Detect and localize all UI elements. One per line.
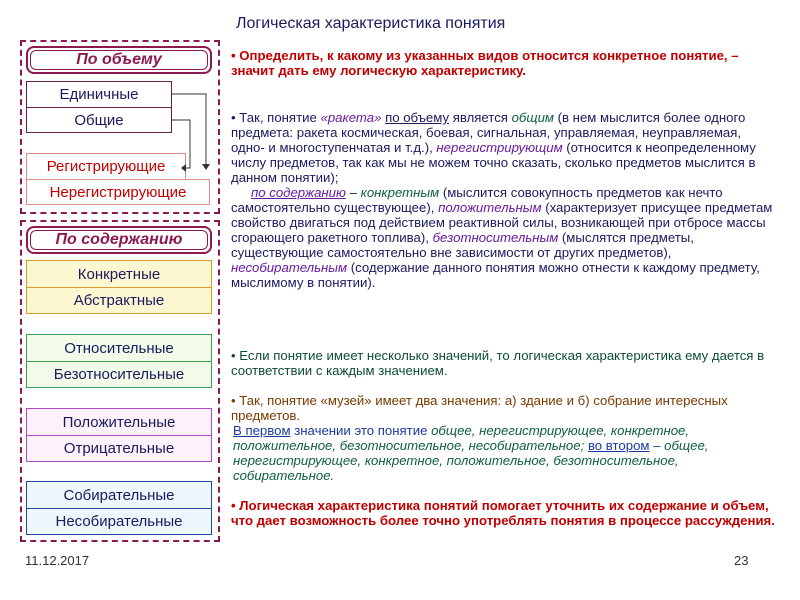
p5-second: во втором [587, 438, 650, 453]
register-item-registering: Регистрирующие [26, 153, 186, 179]
p2-nonrel: безотносительным [432, 230, 559, 245]
content-item-concrete: Конкретные [26, 260, 212, 287]
p5-first: В первом [233, 423, 291, 438]
p2-rocket: «ракета» [320, 110, 382, 125]
content-item-positive: Положительные [26, 408, 212, 435]
paragraph-definition-text: Определить, к какому из указанных видов относится конкретное понятие, – значит дать ему логическую характеристику. [231, 48, 739, 78]
p2-j: (содержание данного понятия можно отнести к каждому предмету, мыслимому в понятии). [231, 260, 760, 290]
p6-text: Логическая характеристика понятий помогает уточнить их содержание и объем, что дает возможность более точно употреблять понятия в процессе рассуждения. [231, 498, 775, 528]
footer-date: 11.12.2017 [25, 553, 90, 568]
content-item-negative: Отрицательные [26, 435, 212, 462]
content-item-abstract: Абстрактные [26, 287, 212, 314]
p2-noncoll: несобирательным [231, 260, 348, 275]
content-header-label: По содержанию [55, 231, 183, 248]
paragraph-multiple-meanings: • Если понятие имеет несколько значений, то логическая характеристика ему дается в соответствии с каждым значением. [231, 348, 765, 378]
paragraph-conclusion: • Логическая характеристика понятий помогает уточнить их содержание и объем, что дает возможность более точно употреблять понятия в процессе рассуждения. [231, 498, 775, 528]
p5-dash: – [649, 438, 665, 453]
paragraph-museum-meanings [233, 423, 778, 483]
footer-page-number: 23 [734, 553, 749, 568]
volume-header-label: По объему [76, 51, 162, 68]
p2-a: Так, понятие [239, 110, 321, 125]
p2-h: (характеризует присущее предметам свойство двигаться под действием реактивной силы, возникающей при отбросе массы сгорающего ракетного топлива), [231, 200, 773, 245]
paragraph-rocket: • Так, понятие «ракета» по объему является общим (в нем мыслится более одного предмета: ракета космическая, боевая, сигнальная, управляемая, неуправляемая, одно- и многоступенчатая и т.д.), нерегистрирующим (относится к неопределенному числу предметов, так как мы не можем точно сказать, сколько предметов мыслится в данном понятии); по содержанию – конкретным (мыслится совокупность предметов как нечто самостоятельно существующее), положительным (характеризует присущее предметам свойство двигаться под действием реактивной силы, возникающей при отбросе массы сгорающего ракетного топлива), безотносительным (мыслятся предметы, существующие самостоятельно вне зависимости от других предметов), несобирательным (содержание данного понятия можно отнести к каждому предмету, мыслимому в понятии). [231, 110, 773, 290]
p2-f: – [345, 185, 361, 200]
p4-text: Так, понятие «музей» имеет два значения: а) здание и б) собрание интересных предметов. [231, 393, 728, 423]
p2-by-volume: по объему [385, 110, 450, 125]
paragraph-definition: • Определить, к какому из указанных видов относится конкретное понятие, – значит дать ему логическую характеристику. [231, 48, 739, 78]
volume-item-general: Общие [26, 107, 172, 133]
p2-e: (относится к неопределенному числу предметов, так как мы не можем точно сказать, сколько предметов мыслится в данном понятии); [231, 140, 756, 185]
p2-general: общим [511, 110, 554, 125]
p5-list1: общее, нерегистрирующее, конкретное, положительное, безотносительное, несобирательное; [233, 423, 690, 453]
volume-item-single: Единичные [26, 81, 172, 107]
content-item-relative: Относительные [26, 334, 212, 361]
content-item-noncollective: Несобирательные [26, 508, 212, 535]
content-item-nonrelative: Безотносительные [26, 361, 212, 388]
p2-g: (мыслится совокупность предметов как нечто самостоятельно существующее), [231, 185, 723, 215]
p3-text: Если понятие имеет несколько значений, то логическая характеристика ему дается в соответствии с каждым значением. [231, 348, 765, 378]
p2-nonreg: нерегистрирующим [436, 140, 563, 155]
page-title: Логическая характеристика понятия [236, 15, 506, 32]
register-item-nonregistering: Нерегистрирующие [26, 179, 210, 205]
p2-positive: положительным [438, 200, 542, 215]
p5-list2: общее, нерегистрирующее, конкретное, положительное, безотносительное, собирательное. [233, 438, 709, 483]
p2-concrete: конкретным [360, 185, 440, 200]
p2-d: (в нем мыслится более одного предмета: ракета космическая, боевая, сигнальная, управляемая, неуправляемая, одно- и многоступенчатая и т.д.), [231, 110, 746, 155]
connector-arrows [0, 0, 230, 210]
p2-c: является [449, 110, 512, 125]
content-item-collective: Собирательные [26, 481, 212, 508]
paragraph-museum: • Так, понятие «музей» имеет два значения: а) здание и б) собрание интересных предметов. [231, 393, 728, 423]
p5-a: значении это понятие [290, 423, 432, 438]
p2-i: (мыслятся предметы, существующие самостоятельно вне зависимости от других предметов), [231, 230, 694, 260]
p2-by-content: по содержанию [251, 185, 346, 200]
content-header [26, 226, 212, 254]
